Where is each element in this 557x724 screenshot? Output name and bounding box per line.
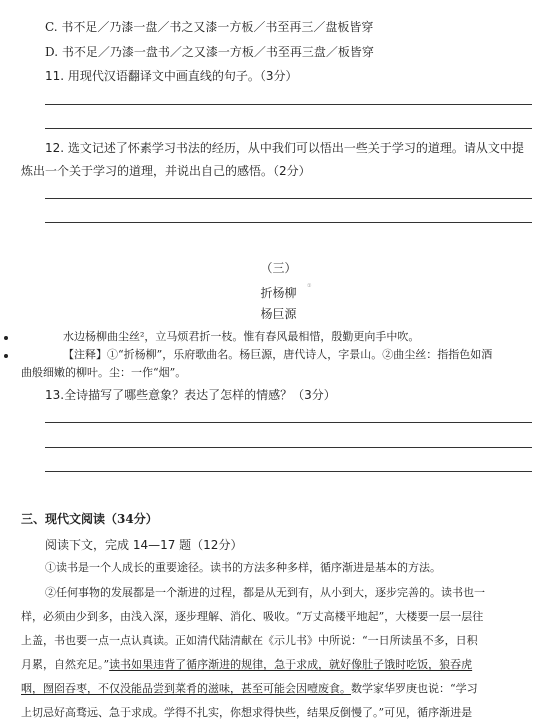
paragraph-2-line4 — [21, 656, 472, 672]
answer-line — [45, 447, 532, 448]
section-heading: 三、现代文阅读（34分） — [21, 512, 158, 526]
answer-line — [45, 471, 532, 472]
poem-body: 水边杨柳曲尘丝²，立马烦君折一枝。惟有春风最相惜，殷勤更向手中吹。 — [63, 330, 420, 343]
question-12-line2: 炼出一个关于学习的道理，并说出自己的感悟。（2分） — [21, 164, 311, 178]
paragraph-2-line5-end: 数学家华罗庚也说：“学习 — [351, 682, 478, 695]
option-d: D. 书不足／乃漆一盘书／之又漆一方板／书至再三盘／板皆穿 — [45, 45, 374, 59]
question-11: 11. 用现代汉语翻译文中画直线的句子。（3分） — [45, 69, 298, 83]
answer-line — [45, 422, 532, 423]
paragraph-2-line2: 样，必须由少到多，由浅入深，逐步理解、消化、吸收。“万丈高楼平地起”，大楼要一层一层往 — [21, 610, 484, 623]
reading-intro: 阅读下文，完成 14—17 题（12分） — [45, 538, 243, 552]
paragraph-2-line4-start: 月累，自然充足。” — [21, 658, 110, 671]
answer-line — [45, 128, 532, 129]
underlined-sentence-part1: 读书如果违背了循序渐进的规律，急于求成，就好像肚子饿时吃饭，狼吞虎 — [109, 658, 473, 671]
option-c: C. 书不足／乃漆一盘／书之又漆一方板／书至再三／盘板皆穿 — [45, 20, 374, 34]
poem-note-line2: 曲般细嫩的柳叶。尘：一作“烟”。 — [21, 366, 187, 379]
footnote-mark: ① — [307, 283, 312, 289]
poem-title: 折杨柳 — [260, 286, 297, 300]
poem-note-line1: 【注释】①“折杨柳”，乐府歌曲名。杨巨源，唐代诗人，字景山。②曲尘丝：指指色如酒 — [63, 348, 493, 361]
answer-line — [45, 222, 532, 223]
section-number: （三） — [260, 261, 297, 275]
paragraph-2-line1: ②任何事物的发展都是一个渐进的过程，都是从无到有，从小到大，逐步完善的。读书也一 — [45, 586, 485, 599]
answer-line — [45, 104, 532, 105]
question-12-line1: 12. 选文记述了怀素学习书法的经历，从中我们可以悟出一些关于学习的道理。请从文中提 — [45, 141, 524, 155]
paragraph-2-line3: 上盖，书也要一点一点认真读。正如清代陆清献在《示儿书》中所说：“一日所读虽不多，日积 — [21, 634, 478, 647]
answer-line — [45, 198, 532, 199]
question-13: 13.全诗描写了哪些意象？表达了怎样的情感？（3分） — [45, 388, 336, 402]
underlined-sentence-part2: 咽，囫囵吞枣，不仅没能品尝到菜肴的滋味，甚至可能会因噎废食。 — [21, 682, 351, 695]
poem-author: 杨巨源 — [260, 307, 297, 321]
list-bullet — [4, 354, 8, 358]
paragraph-2-line5 — [21, 680, 478, 696]
paragraph-2-line6: 上切忌好高骛远、急于求成。学得不扎实，你想求得快些，结果反倒慢了。”可见，循序渐进是 — [21, 706, 473, 719]
paragraph-1: ①读书是一个人成长的重要途径。读书的方法多种多样，循序渐进是基本的方法。 — [45, 561, 441, 574]
list-bullet — [4, 336, 8, 340]
